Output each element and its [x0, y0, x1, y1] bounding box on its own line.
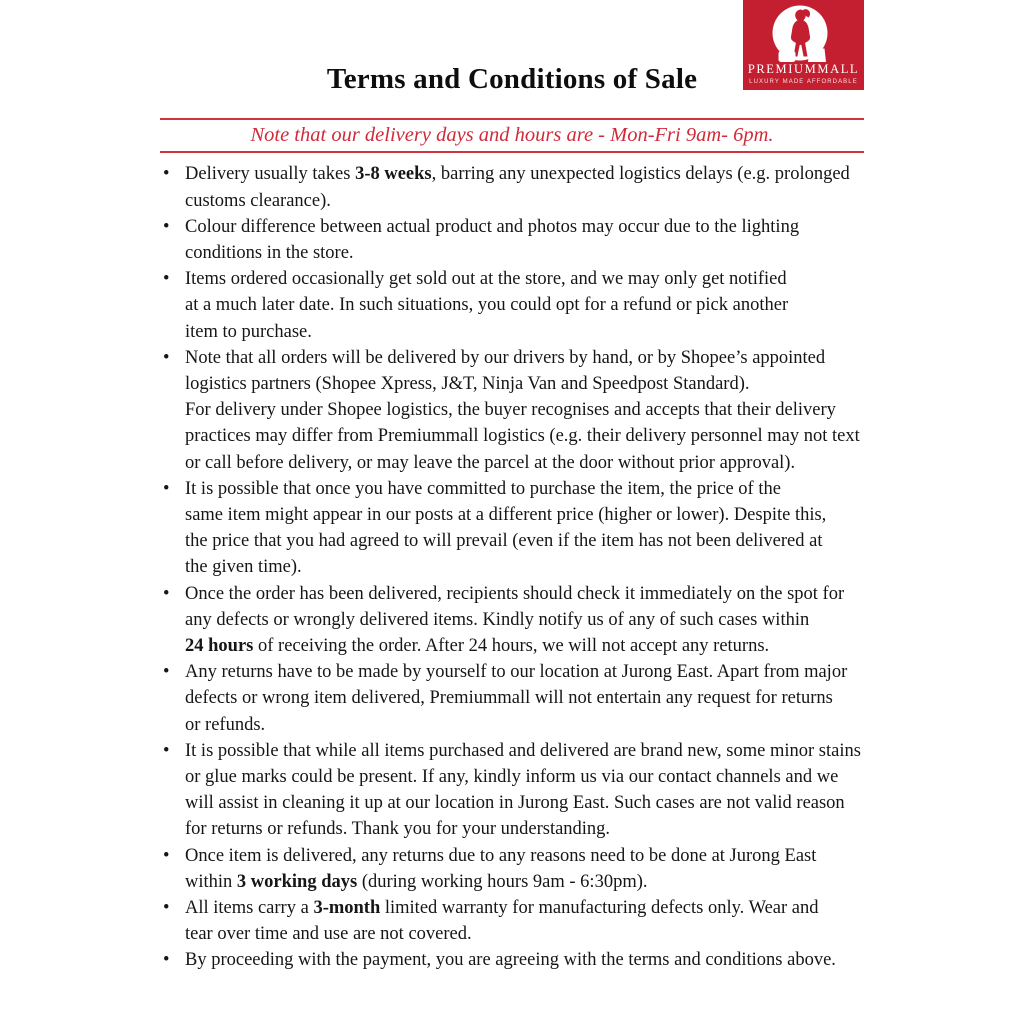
term-item: [160, 161, 864, 213]
term-line: • All items carry a 3-month limited warranty for manufacturing defects only. Wear and: [185, 898, 819, 919]
term-line: or refunds.: [185, 714, 266, 735]
term-line: will assist in cleaning it up at our location in Jurong East. Such cases are not valid reason: [185, 793, 845, 814]
term-line: same item might appear in our posts at a different price (higher or lower). Despite this,: [185, 505, 827, 526]
delivery-note-banner: [160, 118, 864, 154]
woman-with-shopping-bags-icon: [743, 0, 864, 62]
delivery-note-text: Note that our delivery days and hours are - Mon-Fri 9am- 6pm.: [250, 123, 774, 146]
logo-wordmark: PREMIUMMALL: [747, 62, 860, 76]
term-line: • Note that all orders will be delivered by our drivers by hand, or by Shopee’s appointed: [185, 347, 826, 368]
term-item: [160, 345, 864, 476]
page-title: Terms and Conditions of Sale: [326, 63, 698, 95]
term-line: customs clearance).: [185, 190, 331, 211]
term-line: for returns or refunds. Thank you for your understanding.: [185, 819, 611, 840]
term-line: at a much later date. In such situations, you could opt for a refund or pick another: [185, 295, 789, 316]
term-line: or glue marks could be present. If any, kindly inform us via our contact channels and we: [185, 767, 839, 788]
term-line: any defects or wrongly delivered items. Kindly notify us of any of such cases within: [185, 609, 810, 630]
term-line: item to purchase.: [185, 321, 312, 342]
term-line: tear over time and use are not covered.: [185, 924, 472, 945]
document: [160, 0, 864, 974]
term-line: practices may differ from Premiummall logistics (e.g. their delivery personnel may not text: [185, 426, 860, 447]
term-item: [160, 659, 864, 738]
term-line: defects or wrong item delivered, Premiummall will not entertain any request for returns: [185, 688, 833, 709]
term-line: conditions in the store.: [185, 243, 354, 263]
terms-list: [160, 161, 864, 973]
term-line: logistics partners (Shopee Xpress, J&T, Ninja Van and Speedpost Standard).: [185, 374, 750, 395]
term-line: • Any returns have to be made by yourself to our location at Jurong East. Apart from major: [185, 662, 848, 683]
term-line: For delivery under Shopee logistics, the buyer recognises and accepts that their delivery: [185, 400, 836, 421]
term-line: 24 hours of receiving the order. After 24 hours, we will not accept any returns.: [185, 636, 770, 657]
term-item: [160, 581, 864, 660]
term-item: [160, 947, 864, 973]
term-line: • It is possible that once you have committed to purchase the item, the price of the: [185, 478, 781, 499]
term-line: • Once item is delivered, any returns due to any reasons need to be done at Jurong East: [185, 845, 817, 866]
term-item: [160, 476, 864, 581]
term-line: • Delivery usually takes 3-8 weeks, barring any unexpected logistics delays (e.g. prolonged: [185, 164, 850, 185]
term-line: • Colour difference between actual product and photos may occur due to the lighting: [185, 216, 800, 237]
term-line: within 3 working days (during working hours 9am - 6:30pm).: [185, 871, 648, 892]
term-item: [160, 738, 864, 843]
term-line: • Items ordered occasionally get sold out at the store, and we may only get notified: [185, 269, 787, 290]
term-line: the price that you had agreed to will prevail (even if the item has not been delivered at: [185, 531, 823, 552]
term-line: • By proceeding with the payment, you are agreeing with the terms and conditions above.: [185, 950, 836, 971]
term-item: [160, 895, 864, 947]
term-line: or call before delivery, or may leave the parcel at the door without prior approval).: [185, 452, 796, 473]
term-line: • Once the order has been delivered, recipients should check it immediately on the spot for: [185, 583, 845, 604]
premiummall-logo: [743, 0, 864, 90]
term-line: • It is possible that while all items purchased and delivered are brand new, some minor stains: [185, 740, 861, 761]
term-line: the given time).: [185, 557, 302, 578]
logo-tagline: LUXURY MADE AFFORDABLE: [749, 78, 858, 85]
term-item: [160, 214, 864, 266]
term-item: [160, 843, 864, 895]
term-item: [160, 266, 864, 345]
